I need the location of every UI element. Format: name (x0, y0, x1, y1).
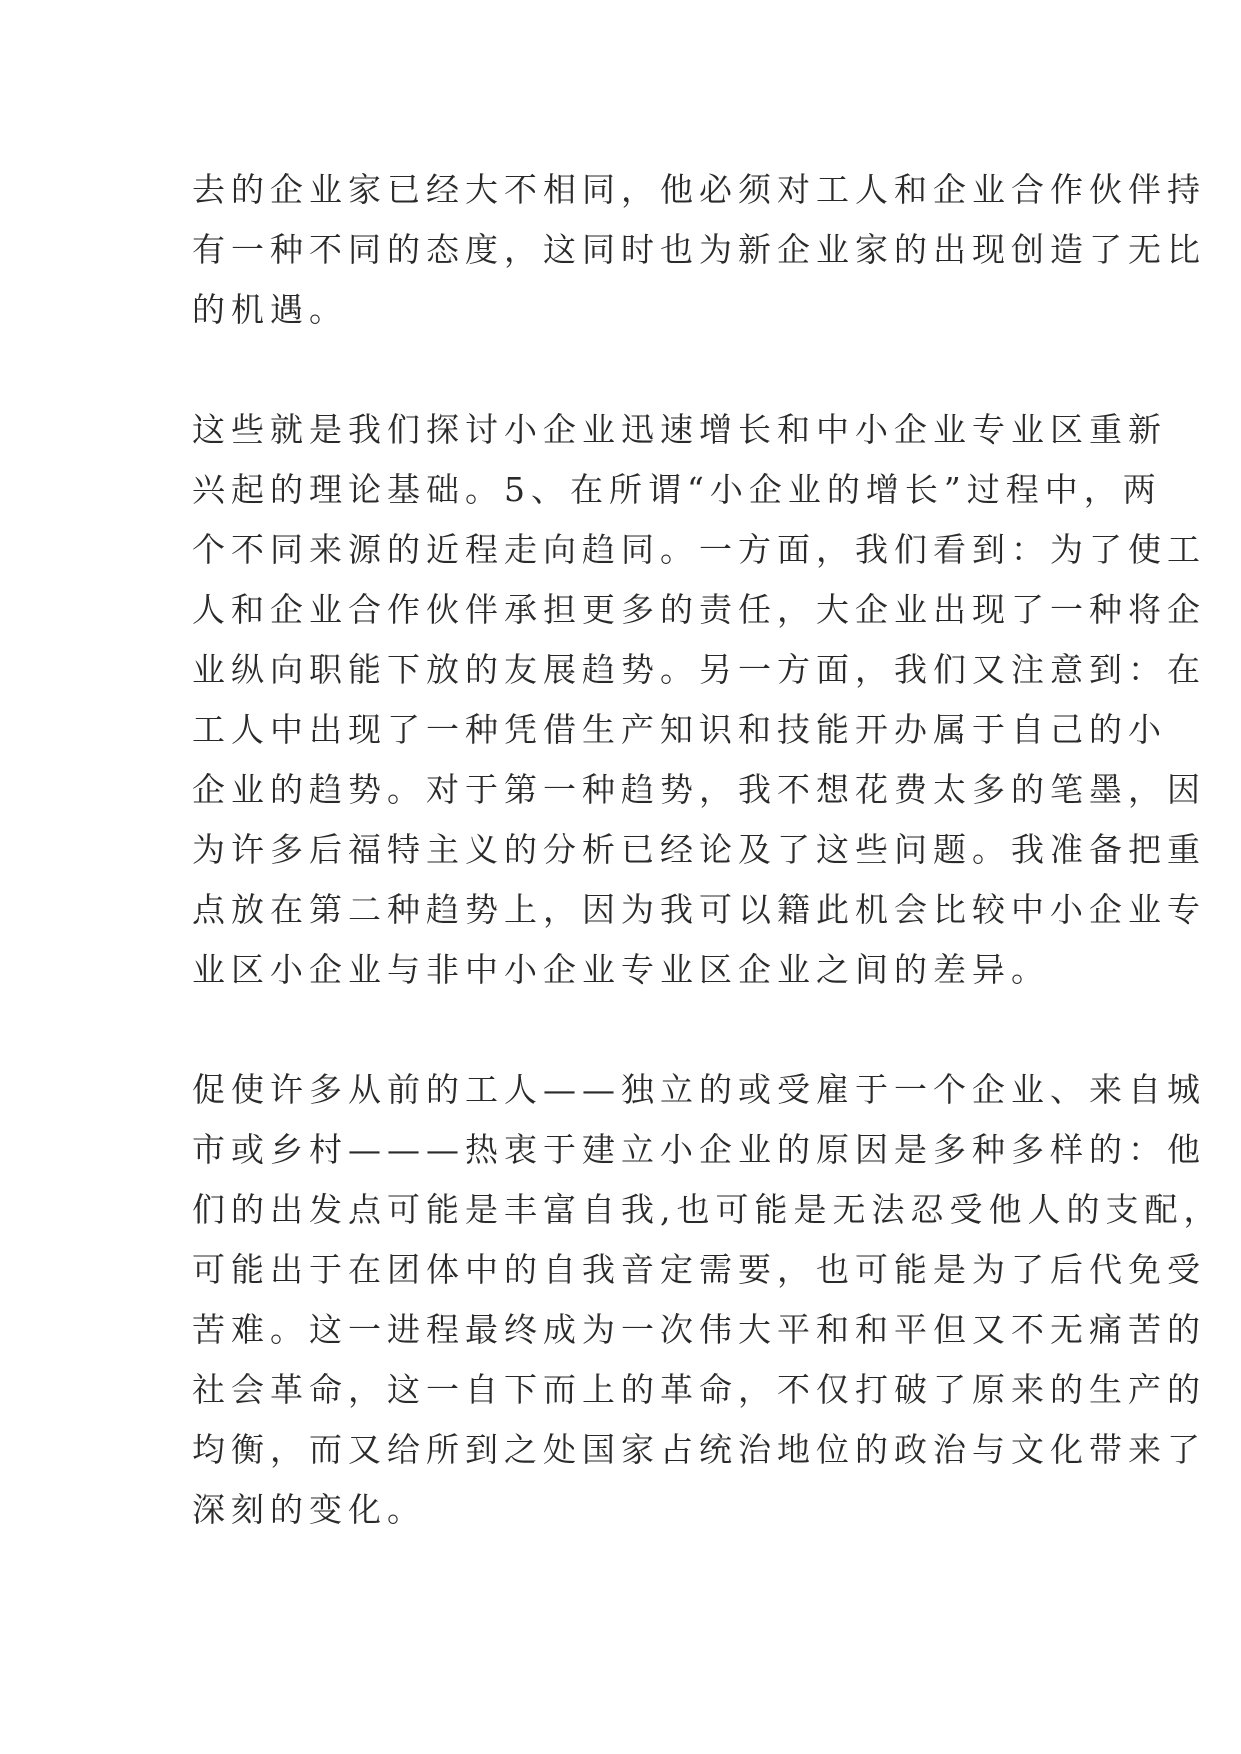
text-line: 点放在第二种趋势上，因为我可以籍此机会比较中小企业专 (192, 890, 1206, 929)
paragraph-1 (192, 160, 1206, 340)
text-line: 的机遇。 (192, 290, 348, 329)
paragraph-2 (192, 400, 1206, 1000)
body-text (192, 160, 1223, 1600)
text-line: 人和企业合作伙伴承担更多的责任，大企业出现了一种将企 (192, 590, 1206, 629)
text-line: 去的企业家已经大不相同，他必须对工人和企业合作伙伴持 (192, 170, 1206, 209)
text-line: 们的出发点可能是丰富自我,也可能是无法忍受他人的支配， (192, 1190, 1223, 1229)
text-line: 业区小企业与非中小企业专业区企业之间的差异。 (192, 950, 1050, 989)
text-line: 社会革命，这一自下而上的革命，不仅打破了原来的生产的 (192, 1370, 1206, 1409)
text-line: 企业的趋势。对于第一种趋势，我不想花费太多的笔墨，因 (192, 770, 1206, 809)
text-line: 为许多后福特主义的分析已经论及了这些问题。我准备把重 (192, 830, 1206, 869)
text-line: 有一种不同的态度，这同时也为新企业家的出现创造了无比 (192, 230, 1206, 269)
text-line: 深刻的变化。 (192, 1490, 426, 1529)
paragraph-3 (192, 1060, 1223, 1540)
text-line: 业纵向职能下放的友展趋势。另一方面，我们又注意到：在 (192, 650, 1206, 689)
text-line: 兴起的理论基础。5、在所谓“小企业的增长”过程中，两 (192, 470, 1162, 509)
text-line: 可能出于在团体中的自我音定需要，也可能是为了后代免受 (192, 1250, 1206, 1289)
text-line: 工人中出现了一种凭借生产知识和技能开办属于自己的小 (192, 710, 1167, 749)
text-line: 均衡，而又给所到之处国家占统治地位的政治与文化带来了 (192, 1430, 1206, 1469)
text-line: 苦难。这一进程最终成为一次伟大平和和平但又不无痛苦的 (192, 1310, 1206, 1349)
text-line: 促使许多从前的工人——独立的或受雇于一个企业、来自城 (192, 1070, 1206, 1109)
text-line: 市或乡村———热衷于建立小企业的原因是多种多样的：他 (192, 1130, 1206, 1169)
text-line: 这些就是我们探讨小企业迅速增长和中小企业专业区重新 (192, 410, 1167, 449)
text-line: 个不同来源的近程走向趋同。一方面，我们看到：为了使工 (192, 530, 1206, 569)
